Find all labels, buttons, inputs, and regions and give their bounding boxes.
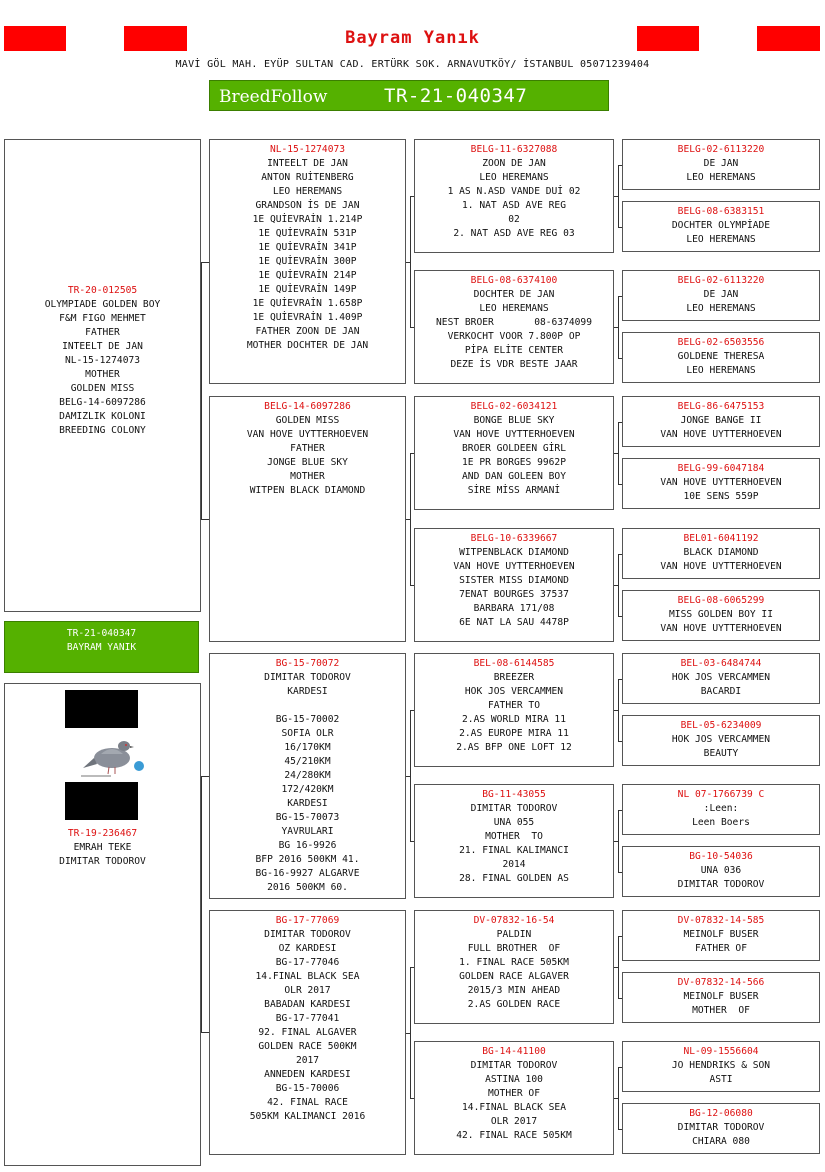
gen2-ancestor-line: 1E QUİEVRAİN 300P (258, 256, 357, 267)
gen4-ancestor-line: JO HENDRIKS & SON (671, 1060, 771, 1071)
subject-card[interactable] (4, 621, 199, 673)
gen4-ancestor-card[interactable] (622, 784, 820, 835)
connector-line (410, 453, 411, 585)
gen2-ancestor-line: 1E QUİEVRAİN 531P (258, 228, 357, 239)
connector-line (201, 519, 209, 520)
gen2-ancestor-line: GOLDEN MISS (275, 415, 340, 426)
gen3-ancestor-line: BREEZER (493, 672, 535, 683)
gen4-ancestor-line: BLACK DIAMOND (683, 547, 759, 558)
gen2-ancestor-ring: NL-15-1274073 (269, 144, 346, 155)
gen2-ancestor-line: OZ KARDESI (278, 943, 337, 954)
gen3-ancestor-ring: BELG-02-6034121 (470, 401, 558, 412)
gen3-ancestor-line: SİRE MİSS ARMANİ (467, 485, 561, 496)
gen3-ancestor-line: MOTHER OF (488, 1088, 540, 1099)
dam-card[interactable] (4, 683, 201, 1166)
gen3-ancestor-line: DEZE İS VDR BESTE JAAR (450, 359, 578, 370)
connector-line (201, 776, 202, 1033)
gen3-ancestor-line: 28. FINAL GOLDEN AS (459, 873, 569, 884)
gen3-ancestor-ring: BG-14-41100 (482, 1046, 546, 1057)
gen2-ancestor-line: GOLDEN RACE 500KM (258, 1041, 357, 1052)
gen3-ancestor-line: LEO HEREMANS (479, 303, 549, 314)
gen4-ancestor-line: LEO HEREMANS (686, 303, 756, 314)
gen4-ancestor-ring: BEL-03-6484744 (680, 658, 762, 669)
gen3-ancestor-line: 1E PR BORGES 9962P (462, 457, 566, 468)
gen4-ancestor-ring: BEL01-6041192 (683, 533, 759, 544)
gen4-ancestor-line: HOK JOS VERCAMMEN (671, 734, 771, 745)
dam-lines-line: DIMITAR TODOROV (59, 856, 146, 867)
subject-ring: TR-21-040347 (66, 628, 137, 639)
gen4-ancestor-ring: DV-07832-14-585 (677, 915, 765, 926)
gen2-ancestor-line: YAVRULARI (281, 826, 334, 837)
gen4-ancestor-card[interactable] (622, 396, 820, 447)
gen4-ancestor-line: ASTI (709, 1074, 733, 1085)
gen2-ancestor-line: LEO HEREMANS (272, 186, 343, 197)
sire-lines-line: FATHER (85, 327, 120, 338)
gen4-ancestor-ring: DV-07832-14-566 (677, 977, 765, 988)
gen3-ancestor-line: LEO HEREMANS (479, 172, 549, 183)
gen3-ancestor-card[interactable] (414, 784, 614, 898)
connector-line (618, 810, 619, 872)
gen2-ancestor-line: 1E QUİEVRAİN 1.658P (252, 298, 363, 309)
gen4-ancestor-line: CHIARA 080 (692, 1136, 750, 1147)
gen4-ancestor-line: JONGE BANGE II (680, 415, 762, 426)
gen2-ancestor-card[interactable] (209, 910, 406, 1155)
gen3-ancestor-line: VAN HOVE UYTTERHOEVEN (453, 561, 575, 572)
gen3-ancestor-line: NEST BROER 08-6374099 (436, 317, 592, 328)
gen2-ancestor-line: BG-17-77041 (275, 1013, 340, 1024)
gen2-ancestor-line: INTEELT DE JAN (267, 158, 348, 169)
gen2-ancestor-ring: BG-17-77069 (275, 915, 340, 926)
gen2-ancestor-line: 14.FINAL BLACK SEA (255, 971, 360, 982)
gen4-ancestor-line: MISS GOLDEN BOY II (669, 609, 773, 620)
gen2-ancestor-line: 2016 500KM 60. (267, 882, 348, 893)
gen4-ancestor-line: MOTHER OF (692, 1005, 750, 1016)
gen3-ancestor-card[interactable] (414, 396, 614, 510)
sire-lines-line: DAMIZLIK KOLONI (59, 411, 146, 422)
gen4-ancestor-line: MEINOLF BUSER (683, 929, 759, 940)
gen4-ancestor-card[interactable] (622, 270, 820, 321)
gen2-ancestor-line: 1E QUİEVRAİN 341P (258, 242, 357, 253)
gen3-ancestor-line: 2.AS WORLD MIRA 11 (462, 714, 566, 725)
gen4-ancestor-card[interactable] (622, 972, 820, 1023)
gen2-ancestor-ring: BELG-14-6097286 (264, 401, 351, 412)
gen3-ancestor-card[interactable] (414, 910, 614, 1024)
gen3-ancestor-line: 42. FINAL RACE 505KM (456, 1130, 572, 1141)
gen4-ancestor-line: VAN HOVE UYTTERHOEVEN (660, 429, 782, 440)
gen4-ancestor-line: DOCHTER OLYMPİADE (671, 220, 771, 231)
owner-name: Bayram Yanık (345, 28, 480, 48)
sire-lines-line: OLYMPIADE GOLDEN BOY (44, 299, 161, 310)
gen2-ancestor-line: 92. FINAL ALGAVER (258, 1027, 357, 1038)
pigeon-photo (79, 728, 145, 780)
connector-line (618, 422, 619, 484)
gen4-ancestor-card[interactable] (622, 139, 820, 190)
gen4-ancestor-card[interactable] (622, 1041, 820, 1092)
gen3-ancestor-line: DOCHTER DE JAN (473, 289, 555, 300)
gen4-ancestor-line: DE JAN (703, 289, 739, 300)
gen4-ancestor-ring: BELG-86-6475153 (677, 401, 765, 412)
gen4-ancestor-line: VAN HOVE UYTTERHOEVEN (660, 623, 782, 634)
gen2-ancestor-line: 505KM KALIMANCI 2016 (249, 1111, 366, 1122)
gen4-ancestor-ring: BELG-02-6113220 (677, 275, 765, 286)
gen3-ancestor-line: 2.AS BFP ONE LOFT 12 (456, 742, 572, 753)
gen4-ancestor-line: UNA 036 (700, 865, 742, 876)
gen3-ancestor-card[interactable] (414, 270, 614, 384)
gen3-ancestor-card[interactable] (414, 653, 614, 767)
gen4-ancestor-line: 10E SENS 559P (683, 491, 759, 502)
gen3-ancestor-card[interactable] (414, 528, 614, 642)
gen3-ancestor-line: DIMITAR TODOROV (470, 803, 558, 814)
sire-lines-line: GOLDEN MISS (70, 383, 135, 394)
gen2-ancestor-card[interactable] (209, 653, 406, 899)
sire-ring: TR-20-012505 (67, 285, 138, 296)
gen2-ancestor-line: DIMITAR TODOROV (264, 929, 351, 940)
gen3-ancestor-line: 2.AS EUROPE MIRA 11 (459, 728, 569, 739)
sire-lines (5, 298, 200, 438)
sire-lines-line: F&M FIGO MEHMET (59, 313, 146, 324)
gen2-ancestor-card[interactable] (209, 396, 406, 642)
dam-lines (5, 841, 200, 869)
gen3-ancestor-ring: DV-07832-16-54 (473, 915, 555, 926)
connector-line (618, 554, 619, 616)
gen3-ancestor-line: 6E NAT LA SAU 4478P (459, 617, 569, 628)
gen3-ancestor-line: 02 (508, 214, 520, 225)
gen4-ancestor-line: LEO HEREMANS (686, 172, 756, 183)
gen4-ancestor-card[interactable] (622, 715, 820, 766)
gen2-ancestor-line: BABADAN KARDESI (264, 999, 351, 1010)
gen2-ancestor-line: 42. FINAL RACE (267, 1097, 348, 1108)
gen2-ancestor-line: FATHER (290, 443, 325, 454)
gen3-ancestor-line: UNA 055 (493, 817, 535, 828)
dam-ring: TR-19-236467 (67, 828, 138, 839)
gen4-ancestor-ring: BELG-08-6383151 (677, 206, 765, 217)
gen3-ancestor-ring: BELG-08-6374100 (470, 275, 558, 286)
connector-line (201, 262, 202, 520)
gen2-ancestor-line: VAN HOVE UYTTERHOEVEN (246, 429, 369, 440)
dam-lines-line: EMRAH TEKE (73, 842, 132, 853)
gen4-ancestor-ring: BG-12-06080 (689, 1108, 753, 1119)
gen4-ancestor-card[interactable] (622, 528, 820, 579)
gen3-ancestor-line: OLR 2017 (490, 1116, 538, 1127)
gen2-ancestor-line: OLR 2017 (284, 985, 331, 996)
gen3-ancestor-card[interactable] (414, 1041, 614, 1155)
gen3-ancestor-line: ZOON DE JAN (482, 158, 546, 169)
gen3-ancestor-line: GOLDEN RACE ALGAVER (459, 971, 569, 982)
brand-name: BreedFollow (219, 87, 328, 107)
gen2-ancestor-card[interactable] (209, 139, 406, 384)
gen4-ancestor-ring: BEL-05-6234009 (680, 720, 762, 731)
sire-lines-line: INTEELT DE JAN (62, 341, 143, 352)
gen2-ancestor-line (210, 699, 405, 713)
gen3-ancestor-line: BARBARA 171/08 (473, 603, 555, 614)
redaction-block-bottom (65, 782, 138, 820)
gen2-ancestor-line: ANTON RUİTENBERG (261, 172, 354, 183)
connector-line (410, 710, 411, 841)
gen2-ancestor-line: JONGE BLUE SKY (267, 457, 348, 468)
gen3-ancestor-line: 2015/3 MIN AHEAD (467, 985, 561, 996)
gen4-ancestor-line: Leen Boers (692, 817, 750, 828)
gen3-ancestor-line: PALDIN (496, 929, 532, 940)
brand-banner (209, 80, 609, 111)
owner-address: MAVİ GÖL MAH. EYÜP SULTAN CAD. ERTÜRK SOK. ARNAVUTKÖY/ İSTANBUL 05071239404 (175, 59, 650, 70)
gen4-ancestor-line: LEO HEREMANS (686, 365, 756, 376)
gen3-ancestor-line: DIMITAR TODOROV (470, 1060, 558, 1071)
gen3-ancestor-line: PİPA ELİTE CENTER (464, 345, 564, 356)
gen3-ancestor-card[interactable] (414, 139, 614, 253)
gen3-ancestor-line: BROER GOLDEEN GİRL (462, 443, 566, 454)
gen4-ancestor-line: GOLDENE THERESA (677, 351, 765, 362)
gen3-ancestor-ring: BG-11-43055 (482, 789, 546, 800)
gen3-ancestor-line: 2.AS GOLDEN RACE (467, 999, 561, 1010)
gen3-ancestor-line: 21. FINAL KALIMANCI (459, 845, 569, 856)
gen4-ancestor-ring: NL-09-1556604 (683, 1046, 759, 1057)
gen4-ancestor-ring: BELG-08-6065299 (677, 595, 765, 606)
connector-line (618, 165, 619, 227)
gen2-ancestor-line: BG-17-77046 (275, 957, 340, 968)
gen2-ancestor-line: 45/210KM (284, 756, 331, 767)
gen2-ancestor-line: WITPEN BLACK DIAMOND (249, 485, 366, 496)
connector-line (201, 776, 209, 777)
subject-owner: BAYRAM YANIK (66, 642, 137, 653)
connector-line (618, 679, 619, 741)
gen4-ancestor-line: :Leen: (703, 803, 739, 814)
gen4-ancestor-line: BACARDI (700, 686, 742, 697)
gen4-ancestor-line: DIMITAR TODOROV (677, 879, 765, 890)
gen2-ancestor-line: 1E QUİEVRAİN 214P (258, 270, 357, 281)
gen3-ancestor-line: MOTHER TO (485, 831, 543, 842)
sire-card[interactable] (4, 139, 201, 612)
connector-line (410, 196, 411, 327)
gen2-ancestor-line: BG-15-70006 (275, 1083, 340, 1094)
gen3-ancestor-ring: BELG-10-6339667 (470, 533, 558, 544)
gen3-ancestor-ring: BELG-11-6327088 (470, 144, 558, 155)
gen3-ancestor-line: VAN HOVE UYTTERHOEVEN (453, 429, 575, 440)
gen4-ancestor-ring: BELG-99-6047184 (677, 463, 765, 474)
gen2-ancestor-ring: BG-15-70072 (275, 658, 340, 669)
gen4-ancestor-ring: BELG-02-6113220 (677, 144, 765, 155)
gen2-ancestor-line: BG-16-9927 ALGARVE (255, 868, 360, 879)
gen3-ancestor-line: ASTINA 100 (485, 1074, 543, 1085)
gen3-ancestor-line: HOK JOS VERCAMMEN (464, 686, 564, 697)
gen4-ancestor-line: FATHER OF (695, 943, 747, 954)
gen3-ancestor-line: FULL BROTHER OF (467, 943, 561, 954)
gen4-ancestor-card[interactable] (622, 846, 820, 897)
gen3-ancestor-line: 14.FINAL BLACK SEA (462, 1102, 566, 1113)
sire-lines-line: MOTHER (85, 369, 120, 380)
gen4-ancestor-line: VAN HOVE UYTTERHOEVEN (660, 477, 782, 488)
gen3-ancestor-line: FATHER TO (488, 700, 540, 711)
gen2-ancestor-line: KARDESI (287, 798, 328, 809)
gen3-ancestor-line: 2. NAT ASD AVE REG 03 (453, 228, 575, 239)
gen2-ancestor-line: SOFIA OLR (281, 728, 334, 739)
gen2-ancestor-line: BFP 2016 500KM 41. (255, 854, 360, 865)
connector-line (618, 296, 619, 358)
gen2-ancestor-line: 2017 (295, 1055, 320, 1066)
gen2-ancestor-line: BG 16-9926 (278, 840, 337, 851)
gen3-ancestor-line: VERKOCHT VOOR 7.800P OP (447, 331, 581, 342)
gen4-ancestor-line: DIMITAR TODOROV (677, 1122, 765, 1133)
gen3-ancestor-line: WITPENBLACK DIAMOND (459, 547, 569, 558)
gen3-ancestor-line: 1. FINAL RACE 505KM (459, 957, 569, 968)
gen3-ancestor-line: SISTER MISS DIAMOND (459, 575, 569, 586)
gen4-ancestor-card[interactable] (622, 590, 820, 641)
gen4-ancestor-line: LEO HEREMANS (686, 234, 756, 245)
connector-line (201, 1032, 209, 1033)
redaction-block-top (65, 690, 138, 728)
gen4-ancestor-line: VAN HOVE UYTTERHOEVEN (660, 561, 782, 572)
gen2-ancestor-line: ANNEDEN KARDESI (264, 1069, 351, 1080)
gen3-ancestor-line: 1 AS N.ASD VANDE DUİ 02 (447, 186, 581, 197)
gen3-ancestor-line: BONGE BLUE SKY (473, 415, 555, 426)
gen4-ancestor-card[interactable] (622, 201, 820, 252)
gen4-ancestor-line: DE JAN (703, 158, 739, 169)
gen4-ancestor-ring: BELG-02-6503556 (677, 337, 765, 348)
sire-lines-line: BELG-14-6097286 (59, 397, 146, 408)
connector-line (201, 262, 209, 263)
gen4-ancestor-card[interactable] (622, 1103, 820, 1154)
gen3-ancestor-line: 1. NAT ASD AVE REG (462, 200, 566, 211)
banner-ring-number: TR-21-040347 (384, 85, 528, 107)
gen2-ancestor-line: BG-15-70002 (275, 714, 340, 725)
gen2-ancestor-line: 1E QUİEVRAİN 1.409P (252, 312, 363, 323)
gen2-ancestor-line: 16/170KM (284, 742, 331, 753)
gen2-ancestor-line: BG-15-70073 (275, 812, 340, 823)
gen2-ancestor-line: FATHER ZOON DE JAN (255, 326, 360, 337)
gen4-ancestor-card[interactable] (622, 332, 820, 383)
gen2-ancestor-line: 1E QUİEVRAİN 1.214P (252, 214, 363, 225)
gen4-ancestor-card[interactable] (622, 910, 820, 961)
gen3-ancestor-line: AND DAN GOLEEN BOY (462, 471, 566, 482)
gen2-ancestor-line: GRANDSON İS DE JAN (255, 200, 360, 211)
gen4-ancestor-card[interactable] (622, 653, 820, 704)
connector-line (618, 1067, 619, 1129)
gen2-ancestor-line: DIMITAR TODOROV (264, 672, 351, 683)
gen4-ancestor-line: MEINOLF BUSER (683, 991, 759, 1002)
gen2-ancestor-line: 1E QUİEVRAİN 149P (258, 284, 357, 295)
gen3-ancestor-line: 7ENAT BOURGES 37537 (459, 589, 569, 600)
gen2-ancestor-line: 24/280KM (284, 770, 331, 781)
gen3-ancestor-ring: BEL-08-6144585 (473, 658, 555, 669)
gen2-ancestor-line: 172/420KM (281, 784, 334, 795)
gen4-ancestor-line: HOK JOS VERCAMMEN (671, 672, 771, 683)
gen4-ancestor-line: BEAUTY (703, 748, 739, 759)
connector-line (410, 967, 411, 1098)
gen3-ancestor-line: 2014 (502, 859, 526, 870)
sire-lines-line: NL-15-1274073 (64, 355, 141, 366)
gen4-ancestor-ring: BG-10-54036 (689, 851, 753, 862)
gen4-ancestor-ring: NL 07-1766739 C (677, 789, 765, 800)
gen2-ancestor-line: MOTHER DOCHTER DE JAN (246, 340, 369, 351)
gen2-ancestor-line: KARDESI (287, 686, 328, 697)
gen4-ancestor-card[interactable] (622, 458, 820, 509)
gen2-ancestor-line: MOTHER (290, 471, 325, 482)
sire-lines-line: BREEDING COLONY (59, 425, 146, 436)
connector-line (618, 936, 619, 998)
